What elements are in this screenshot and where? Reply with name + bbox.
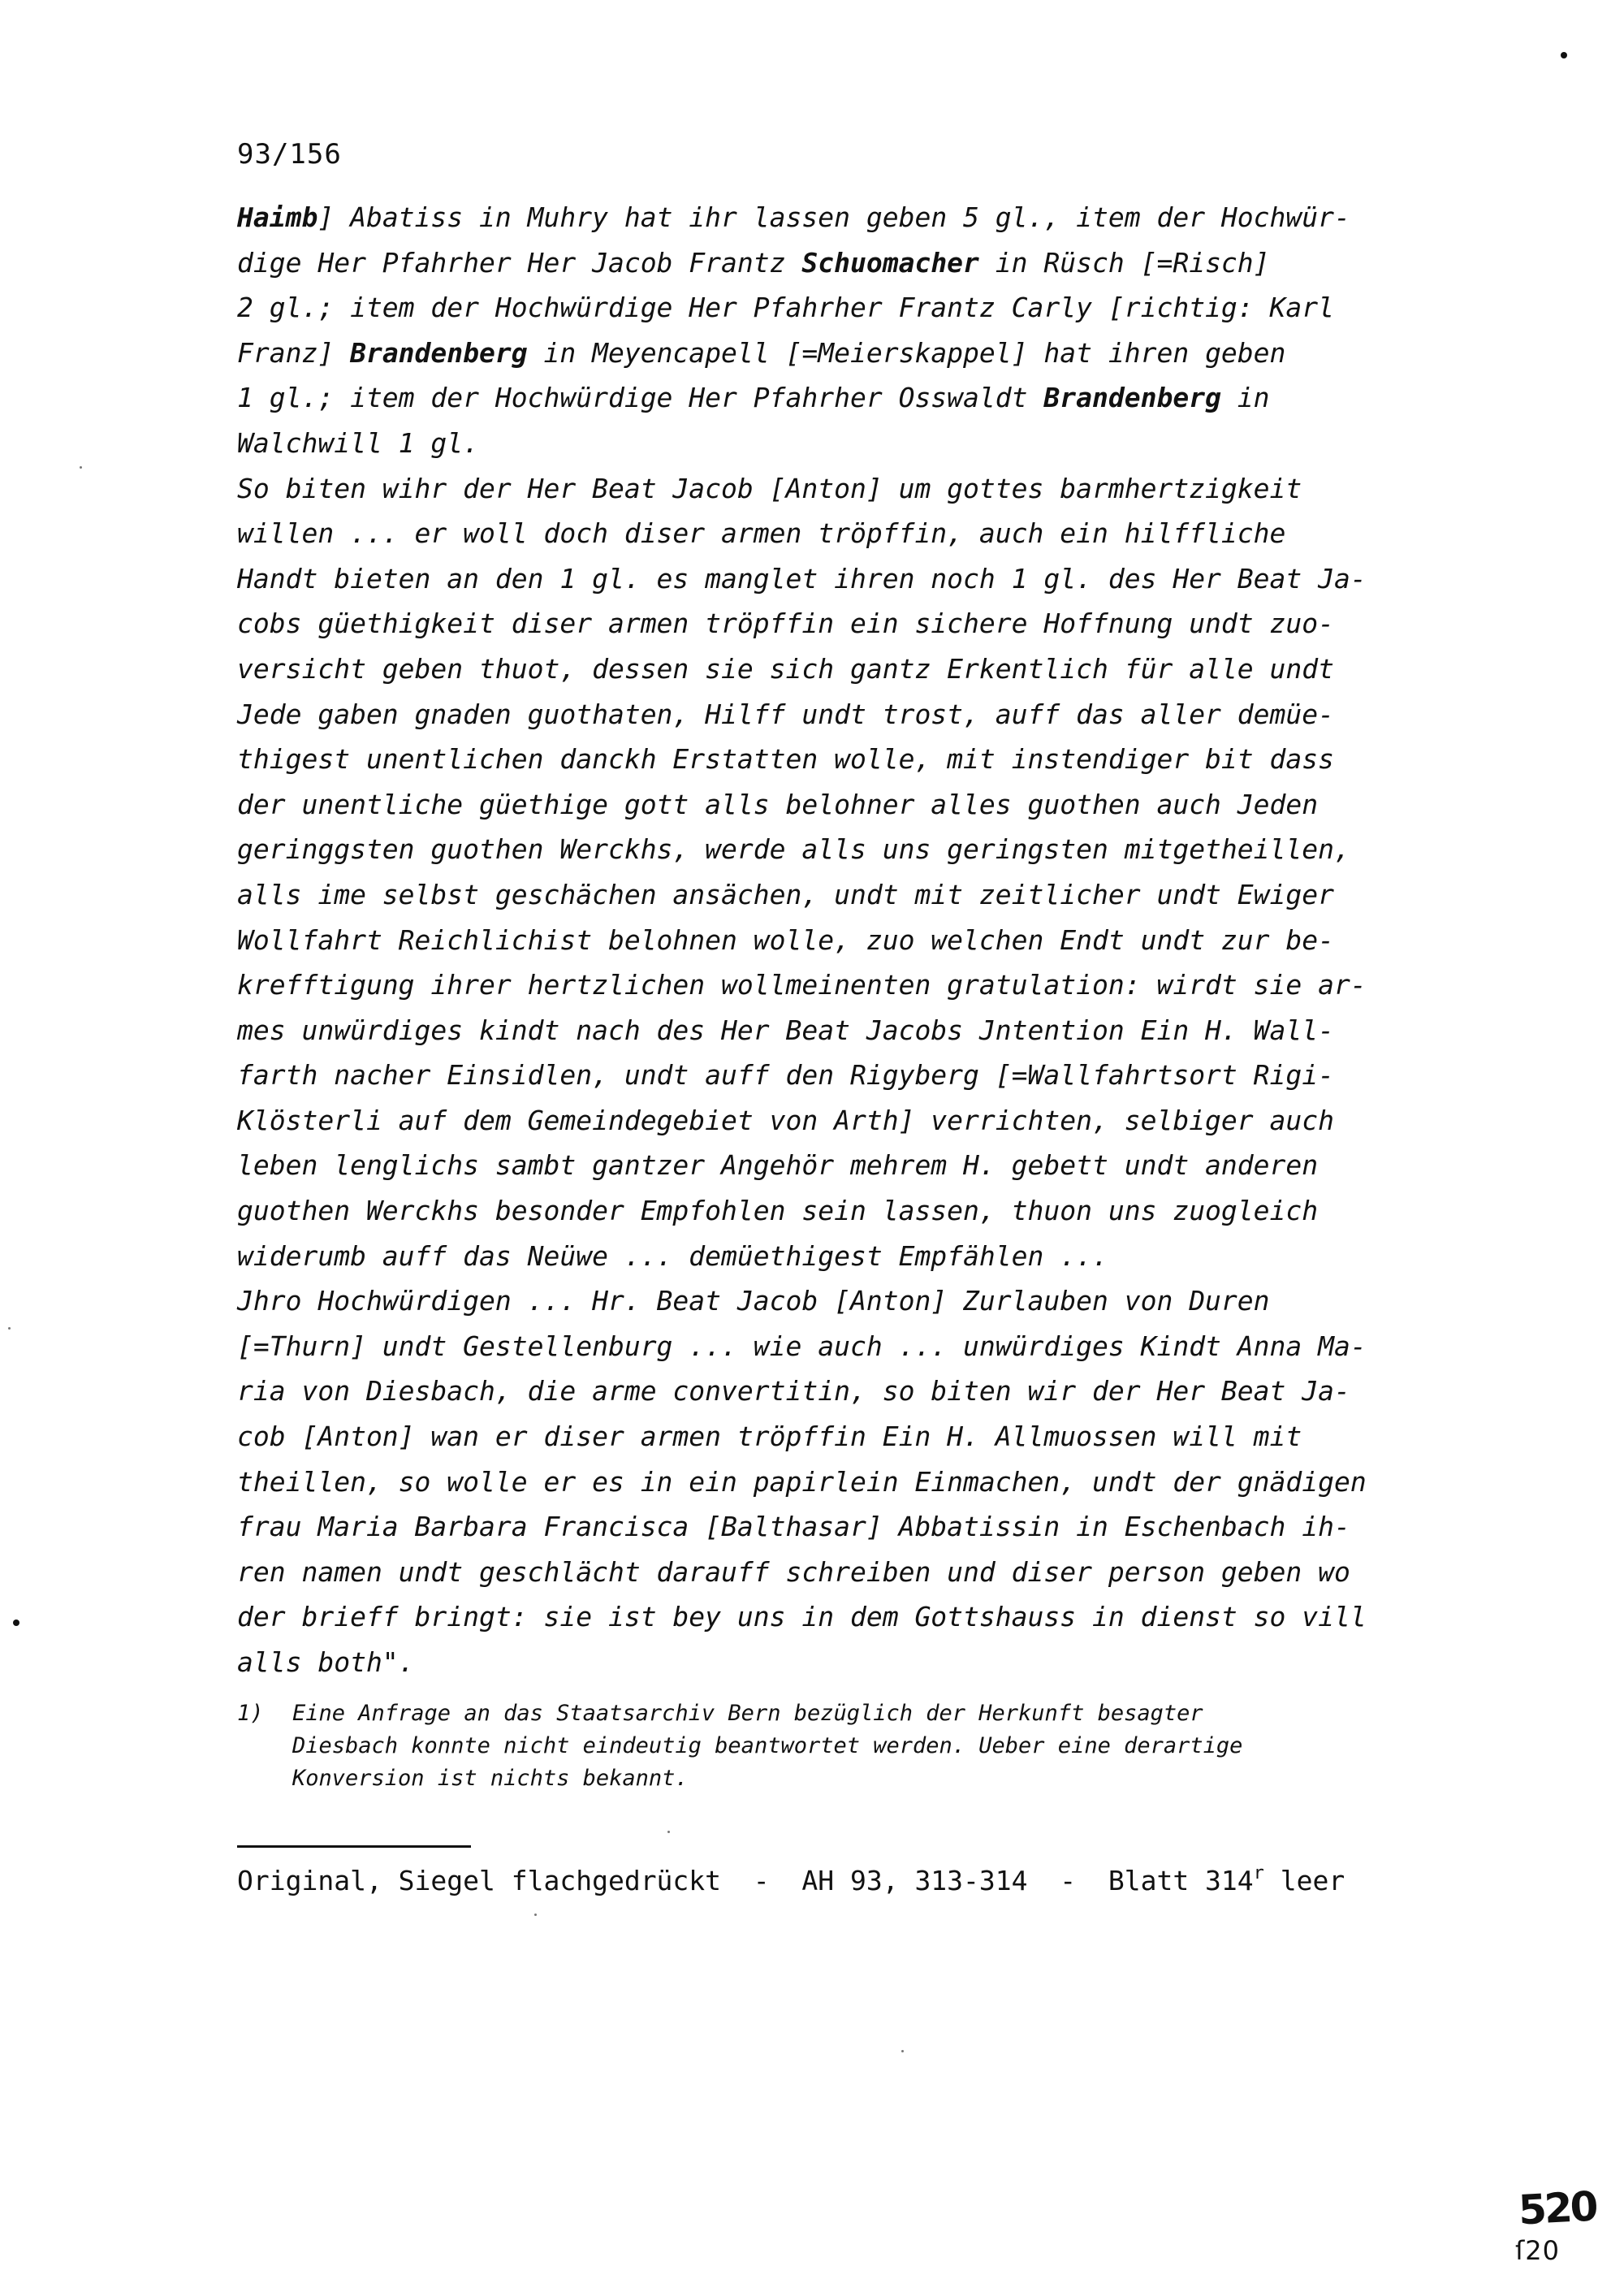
footnote-marker: 1) xyxy=(237,1701,264,1726)
footnote xyxy=(237,1697,1504,1795)
text-segment: Handt bieten an den 1 gl. es manglet ihren noch 1 gl. des Her Beat Ja- xyxy=(237,562,1367,595)
text-segment: Wollfahrt Reichlichist belohnen wolle, zuo welchen Endt undt zur be- xyxy=(237,923,1335,956)
folio-handwritten: ſ20 xyxy=(1515,2235,1560,2266)
text-line xyxy=(237,1460,1504,1505)
scan-dot xyxy=(1561,52,1567,58)
text-line xyxy=(237,1504,1504,1550)
text-line xyxy=(237,647,1504,692)
text-line xyxy=(237,466,1504,512)
text-segment: frau Maria Barbara Francisca [Balthasar] Abbatissin in Eschenbach ih- xyxy=(237,1511,1350,1543)
source-note: Original, Siegel flachgedrückt - AH 93, 313-314 - Blatt 314$^r$ leer xyxy=(237,1863,1345,1896)
text-line xyxy=(237,1098,1504,1144)
text-segment: Jhro Hochwürdigen ... Hr. Beat Jacob [Anton] Zurlauben von Duren xyxy=(237,1285,1270,1317)
text-segment: versicht geben thuot, dessen sie sich gantz Erkentlich für alle undt xyxy=(237,652,1335,685)
text-segment: cobs güethigkeit diser armen tröpffin ein sichere Hoffnung undt zuo- xyxy=(237,608,1335,640)
scan-dot xyxy=(13,1620,19,1626)
text-line xyxy=(237,1550,1504,1595)
text-segment: dige Her Pfahrher Her Jacob Frantz xyxy=(237,246,802,279)
text-segment: willen ... er woll doch diser armen tröpffin, auch ein hilffliche xyxy=(237,517,1286,550)
text-line xyxy=(237,1414,1504,1460)
text-line xyxy=(237,827,1504,872)
scan-speck xyxy=(901,2050,904,2052)
text-segment: mes unwürdiges kindt nach des Her Beat Jacobs Jntention Ein H. Wall- xyxy=(237,1014,1335,1046)
scan-speck xyxy=(80,466,82,469)
text-segment: krefftigung ihrer hertzlichen wollmeinenten gratulation: wirdt sie ar- xyxy=(237,969,1367,1001)
footnote-rule xyxy=(237,1845,471,1848)
text-line xyxy=(237,1594,1504,1640)
footnote-line: Diesbach konnte nicht eindeutig beantwortet werden. Ueber eine derartige xyxy=(292,1733,1243,1758)
text-segment: thigest unentlichen danckh Erstatten wolle, mit instendiger bit dass xyxy=(237,743,1335,776)
text-line xyxy=(237,1640,1504,1685)
text-line xyxy=(237,918,1504,963)
scan-speck xyxy=(8,1327,11,1330)
text-line xyxy=(237,511,1504,556)
text-line xyxy=(237,1234,1504,1279)
letter-text xyxy=(237,195,1504,1685)
text-segment: Walchwill 1 gl. xyxy=(237,426,480,459)
text-segment: [=Thurn] undt Gestellenburg ... wie auch ... unwürdiges Kindt Anna Ma- xyxy=(237,1330,1367,1362)
scan-speck xyxy=(667,1831,670,1833)
text-segment: ] Abatiss in Muhry hat ihr lassen geben 5 gl., item der Hochwür- xyxy=(317,201,1350,233)
text-line xyxy=(237,240,1504,286)
text-line xyxy=(237,601,1504,647)
text-line xyxy=(237,737,1504,782)
text-line xyxy=(237,331,1504,376)
name-emphasis: Schuomacher xyxy=(801,246,979,279)
text-segment: in Meyencapell [=Meierskappel] hat ihren geben xyxy=(527,336,1286,369)
name-emphasis: Haimb xyxy=(237,201,318,233)
text-segment: 2 gl.; item der Hochwürdige Her Pfahrher Frantz Carly [richtig: Karl xyxy=(237,292,1335,324)
name-emphasis: Brandenberg xyxy=(1043,382,1221,414)
text-segment: Klösterli auf dem Gemeindegebiet von Arth] verrichten, selbiger auch xyxy=(237,1104,1335,1136)
text-segment: cob [Anton] wan er diser armen tröpffin Ein H. Allmuossen will mit xyxy=(237,1421,1302,1453)
text-line xyxy=(237,285,1504,331)
text-segment: ren namen undt geschlächt darauff schreiben und diser person geben wo xyxy=(237,1555,1350,1588)
text-line xyxy=(237,195,1504,240)
text-segment: in xyxy=(1220,382,1270,414)
text-line xyxy=(237,962,1504,1008)
text-segment: 1 gl.; item der Hochwürdige Her Pfahrher Osswaldt xyxy=(237,382,1044,414)
text-line xyxy=(237,1369,1504,1414)
text-line xyxy=(237,782,1504,828)
text-line xyxy=(237,872,1504,918)
text-segment: der unentliche güethige gott alls belohner alles guothen auch Jeden xyxy=(237,788,1319,820)
footnote-line: 1) Eine Anfrage an das Staatsarchiv Bern bezüglich der Herkunft besagter xyxy=(237,1697,1504,1730)
text-segment: alls both". xyxy=(237,1646,415,1678)
text-line xyxy=(237,1188,1504,1234)
text-segment: in Rüsch [=Risch] xyxy=(978,246,1270,279)
page-reference: 93/156 xyxy=(237,138,342,171)
text-segment: der brieff bringt: sie ist bey uns in dem Gottshauss in dienst so vill xyxy=(237,1601,1367,1633)
text-line xyxy=(237,556,1504,602)
name-emphasis: Brandenberg xyxy=(350,336,528,369)
folio-stamp: 520 xyxy=(1517,2182,1597,2234)
text-line xyxy=(237,375,1504,421)
text-line xyxy=(237,1278,1504,1324)
text-segment: So biten wihr der Her Beat Jacob [Anton] um gottes barmhertzigkeit xyxy=(237,472,1302,504)
text-line xyxy=(237,1008,1504,1053)
text-segment: guothen Werckhs besonder Empfohlen sein lassen, thuon uns zuogleich xyxy=(237,1195,1319,1227)
text-line xyxy=(237,1053,1504,1098)
scan-speck xyxy=(534,1914,537,1916)
text-line xyxy=(237,1143,1504,1188)
text-segment: widerumb auff das Neüwe ... demüethigest Empfählen ... xyxy=(237,1239,1108,1272)
text-segment: alls ime selbst geschächen ansächen, undt mit zeitlicher undt Ewiger xyxy=(237,878,1335,910)
text-line xyxy=(237,692,1504,737)
text-segment: theillen, so wolle er es in ein papirlein Einmachen, undt der gnädigen xyxy=(237,1465,1367,1498)
text-line xyxy=(237,421,1504,466)
text-segment: Jede gaben gnaden guothaten, Hilff undt trost, auff das aller demüe- xyxy=(237,698,1335,730)
text-line xyxy=(237,1324,1504,1369)
footnote-line: Konversion ist nichts bekannt. xyxy=(292,1766,689,1791)
text-segment: leben lenglichs sambt gantzer Angehör mehrem H. gebett undt anderen xyxy=(237,1149,1319,1182)
text-segment: geringgsten guothen Werckhs, werde alls uns geringsten mitgetheillen, xyxy=(237,833,1350,866)
text-segment: Franz] xyxy=(237,336,351,369)
folio-superscript: r xyxy=(1253,1863,1264,1883)
text-segment: ria von Diesbach, die arme convertitin, so biten wir der Her Beat Ja- xyxy=(237,1375,1350,1408)
text-segment: farth nacher Einsidlen, undt auff den Rigyberg [=Wallfahrtsort Rigi- xyxy=(237,1059,1335,1092)
